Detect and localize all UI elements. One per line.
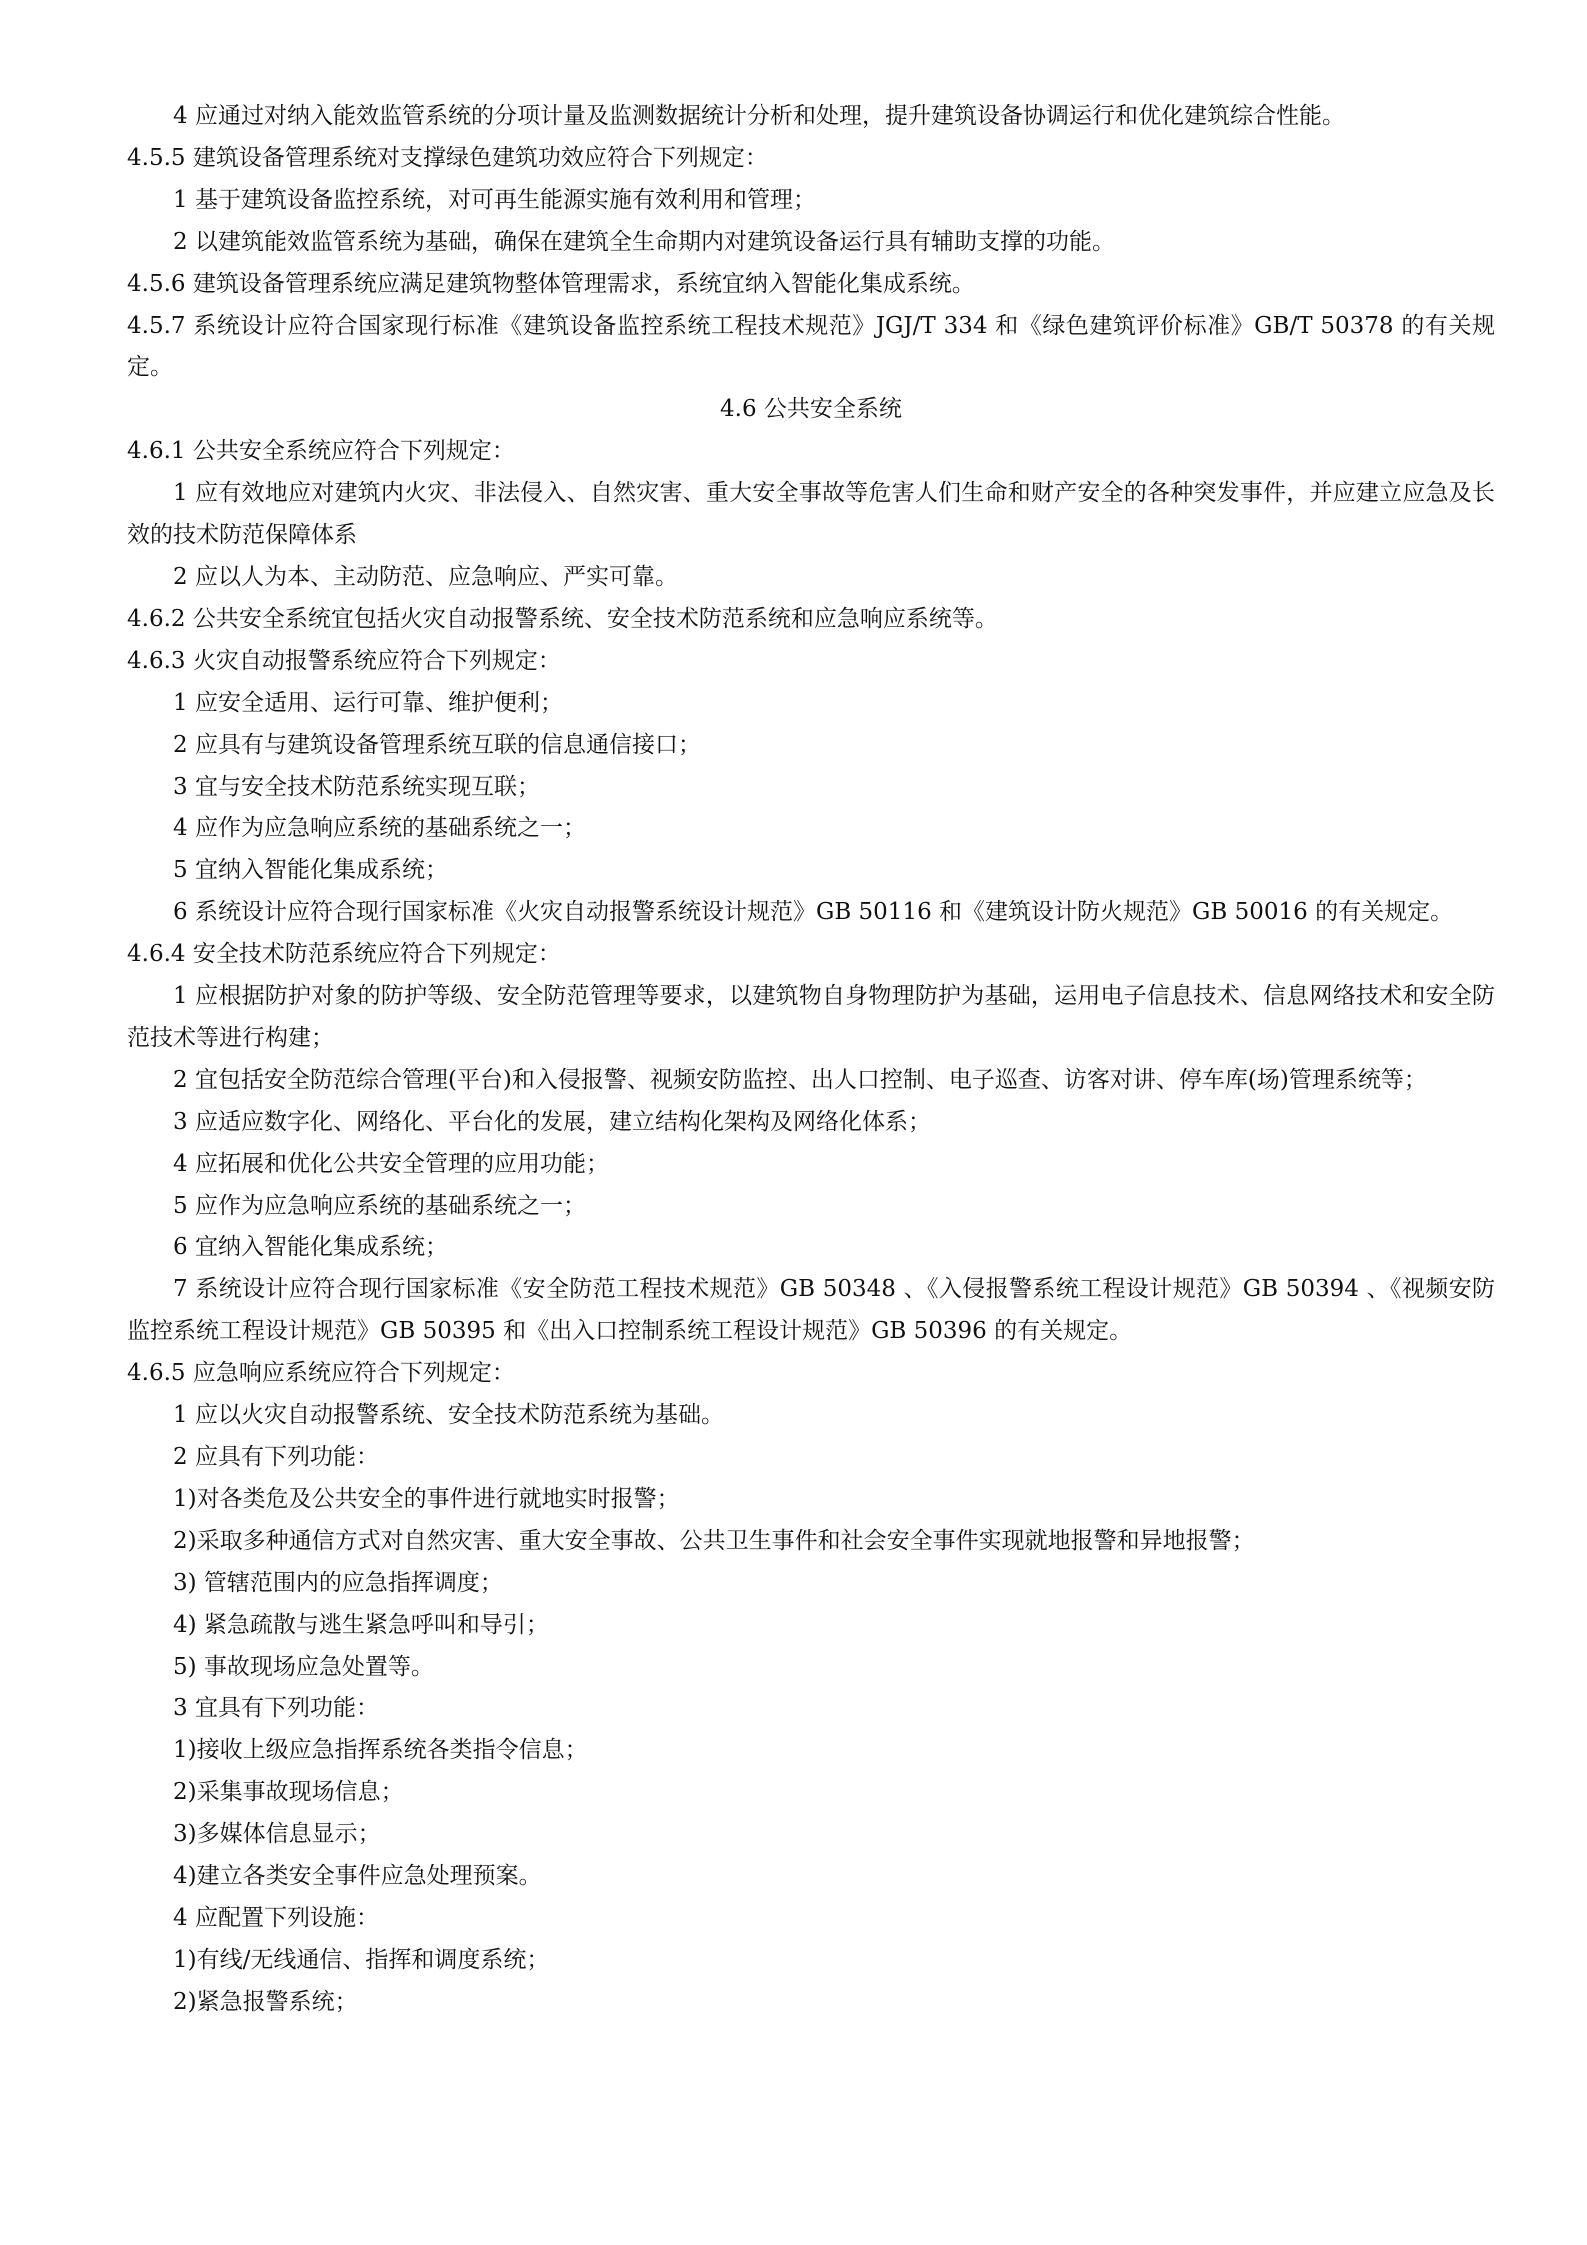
- clause-4-5-5-item-2: 2 以建筑能效监管系统为基础，确保在建筑全生命期内对建筑设备运行具有辅助支撑的功能。: [173, 228, 1115, 255]
- clause-4-6-5-item-2-sub-4: 4) 紧急疏散与逃生紧急呼叫和导引；: [173, 1611, 549, 1638]
- clause-4-6-5-item-3-sub-4: 4)建立各类安全事件应急处理预案。: [173, 1863, 542, 1890]
- clause-4-6-5-item-4: 4 应配置下列设施：: [173, 1904, 379, 1931]
- clause-4-6-5-item-2-sub-1: 1)对各类危及公共安全的事件进行就地实时报警；: [173, 1485, 680, 1512]
- clause-4-6-3-item-4: 4 应作为应急响应系统的基础系统之一；: [173, 815, 586, 842]
- clause-4-6-3-item-6: 6 系统设计应符合现行国家标准《火灾自动报警系统设计规范》GB 50116 和《建筑设计防火规范》GB 50016 的有关规定。: [173, 899, 1454, 926]
- clause-4-5-7: 4.5.7 系统设计应符合国家现行标准《建筑设备监控系统工程技术规范》JGJ/T 334 和《绿色建筑评价标准》GB/T 50378 的有关规定。: [127, 312, 1495, 381]
- section-heading-4-6: 4.6 公共安全系统: [720, 396, 902, 423]
- clause-4-6-3-item-3: 3 宜与安全技术防范系统实现互联；: [173, 773, 540, 800]
- clause-4-6-4-item-5: 5 应作为应急响应系统的基础系统之一；: [173, 1192, 586, 1219]
- clause-4-6-3-item-5: 5 宜纳入智能化集成系统；: [173, 857, 448, 884]
- clause-4-6-4-item-7: 7 系统设计应符合现行国家标准《安全防范工程技术规范》GB 50348 、《入侵报警系统工程设计规范》GB 50394 、《视频安防监控系统工程设计规范》GB 50395 和《出入口控制系统工程设计规范》GB 50396 的有关规定。: [127, 1276, 1495, 1345]
- clause-4-6-4: 4.6.4 安全技术防范系统应符合下列规定：: [127, 941, 561, 968]
- clause-4-6-4-item-3: 3 应适应数字化、网络化、平台化的发展，建立结构化架构及网络化体系；: [173, 1108, 931, 1135]
- document-body: [127, 96, 1495, 2024]
- clause-4-6-5-item-4-sub-1: 1)有线/无线通信、指挥和调度系统；: [173, 1946, 550, 1973]
- clause-4-6-5-item-2-sub-3: 3) 管辖范围内的应急指挥调度；: [173, 1569, 503, 1596]
- clause-4-6-5-item-3-sub-2: 2)采集事故现场信息；: [173, 1779, 404, 1806]
- clause-4-6-3-item-1: 1 应安全适用、运行可靠、维护便利；: [173, 689, 563, 716]
- clause-4-5-6: 4.5.6 建筑设备管理系统应满足建筑物整体管理需求，系统宜纳入智能化集成系统。: [127, 270, 975, 297]
- clause-4-5-5-item-1: 1 基于建筑设备监控系统，对可再生能源实施有效利用和管理；: [173, 186, 816, 213]
- clause-4-6-5-item-2-sub-2: 2)采取多种通信方式对自然灾害、重大安全事故、公共卫生事件和社会安全事件实现就地报警和异地报警；: [173, 1527, 1255, 1554]
- clause-4-6-5-item-3-sub-1: 1)接收上级应急指挥系统各类指令信息；: [173, 1737, 588, 1764]
- clause-4-6-2: 4.6.2 公共安全系统宜包括火灾自动报警系统、安全技术防范系统和应急响应系统等。: [127, 605, 998, 632]
- clause-4-6-1-item-2: 2 应以人为本、主动防范、应急响应、严实可靠。: [173, 563, 678, 590]
- clause-4-6-3: 4.6.3 火灾自动报警系统应符合下列规定：: [127, 647, 561, 674]
- clause-4-6-5-item-4-sub-2: 2)紧急报警系统；: [173, 1988, 358, 2015]
- paragraph-4-5-4-item-4: 4 应通过对纳入能效监管系统的分项计量及监测数据统计分析和处理，提升建筑设备协调运行和优化建筑综合性能。: [173, 103, 1345, 129]
- clause-4-6-5-item-1: 1 应以火灾自动报警系统、安全技术防范系统为基础。: [173, 1402, 724, 1429]
- clause-4-6-5-item-2-sub-5: 5) 事故现场应急处置等。: [173, 1653, 434, 1680]
- clause-4-6-1: 4.6.1 公共安全系统应符合下列规定：: [127, 438, 515, 465]
- clause-4-6-5-item-3-sub-3: 3)多媒体信息显示；: [173, 1821, 381, 1848]
- clause-4-6-5: 4.6.5 应急响应系统应符合下列规定：: [127, 1360, 515, 1387]
- clause-4-6-4-item-2: 2 宜包括安全防范综合管理(平台)和入侵报警、视频安防监控、出人口控制、电子巡查、访客对讲、停车库(场)管理系统等；: [173, 1066, 1427, 1093]
- clause-4-6-5-item-3: 3 宜具有下列功能：: [173, 1695, 379, 1722]
- clause-4-5-5: 4.5.5 建筑设备管理系统对支撑绿色建筑功效应符合下列规定：: [127, 144, 768, 171]
- clause-4-6-3-item-2: 2 应具有与建筑设备管理系统互联的信息通信接口；: [173, 731, 701, 758]
- clause-4-6-4-item-4: 4 应拓展和优化公共安全管理的应用功能；: [173, 1150, 609, 1177]
- clause-4-6-4-item-1: 1 应根据防护对象的防护等级、安全防范管理等要求，以建筑物自身物理防护为基础，运用电子信息技术、信息网络技术和安全防范技术等进行构建；: [127, 983, 1495, 1051]
- clause-4-6-4-item-6: 6 宜纳入智能化集成系统；: [173, 1234, 448, 1261]
- clause-4-6-5-item-2: 2 应具有下列功能：: [173, 1444, 379, 1470]
- clause-4-6-1-item-1: 1 应有效地应对建筑内火灾、非法侵入、自然灾害、重大安全事故等危害人们生命和财产安全的各种突发事件，并应建立应急及长效的技术防范保障体系: [127, 480, 1495, 549]
